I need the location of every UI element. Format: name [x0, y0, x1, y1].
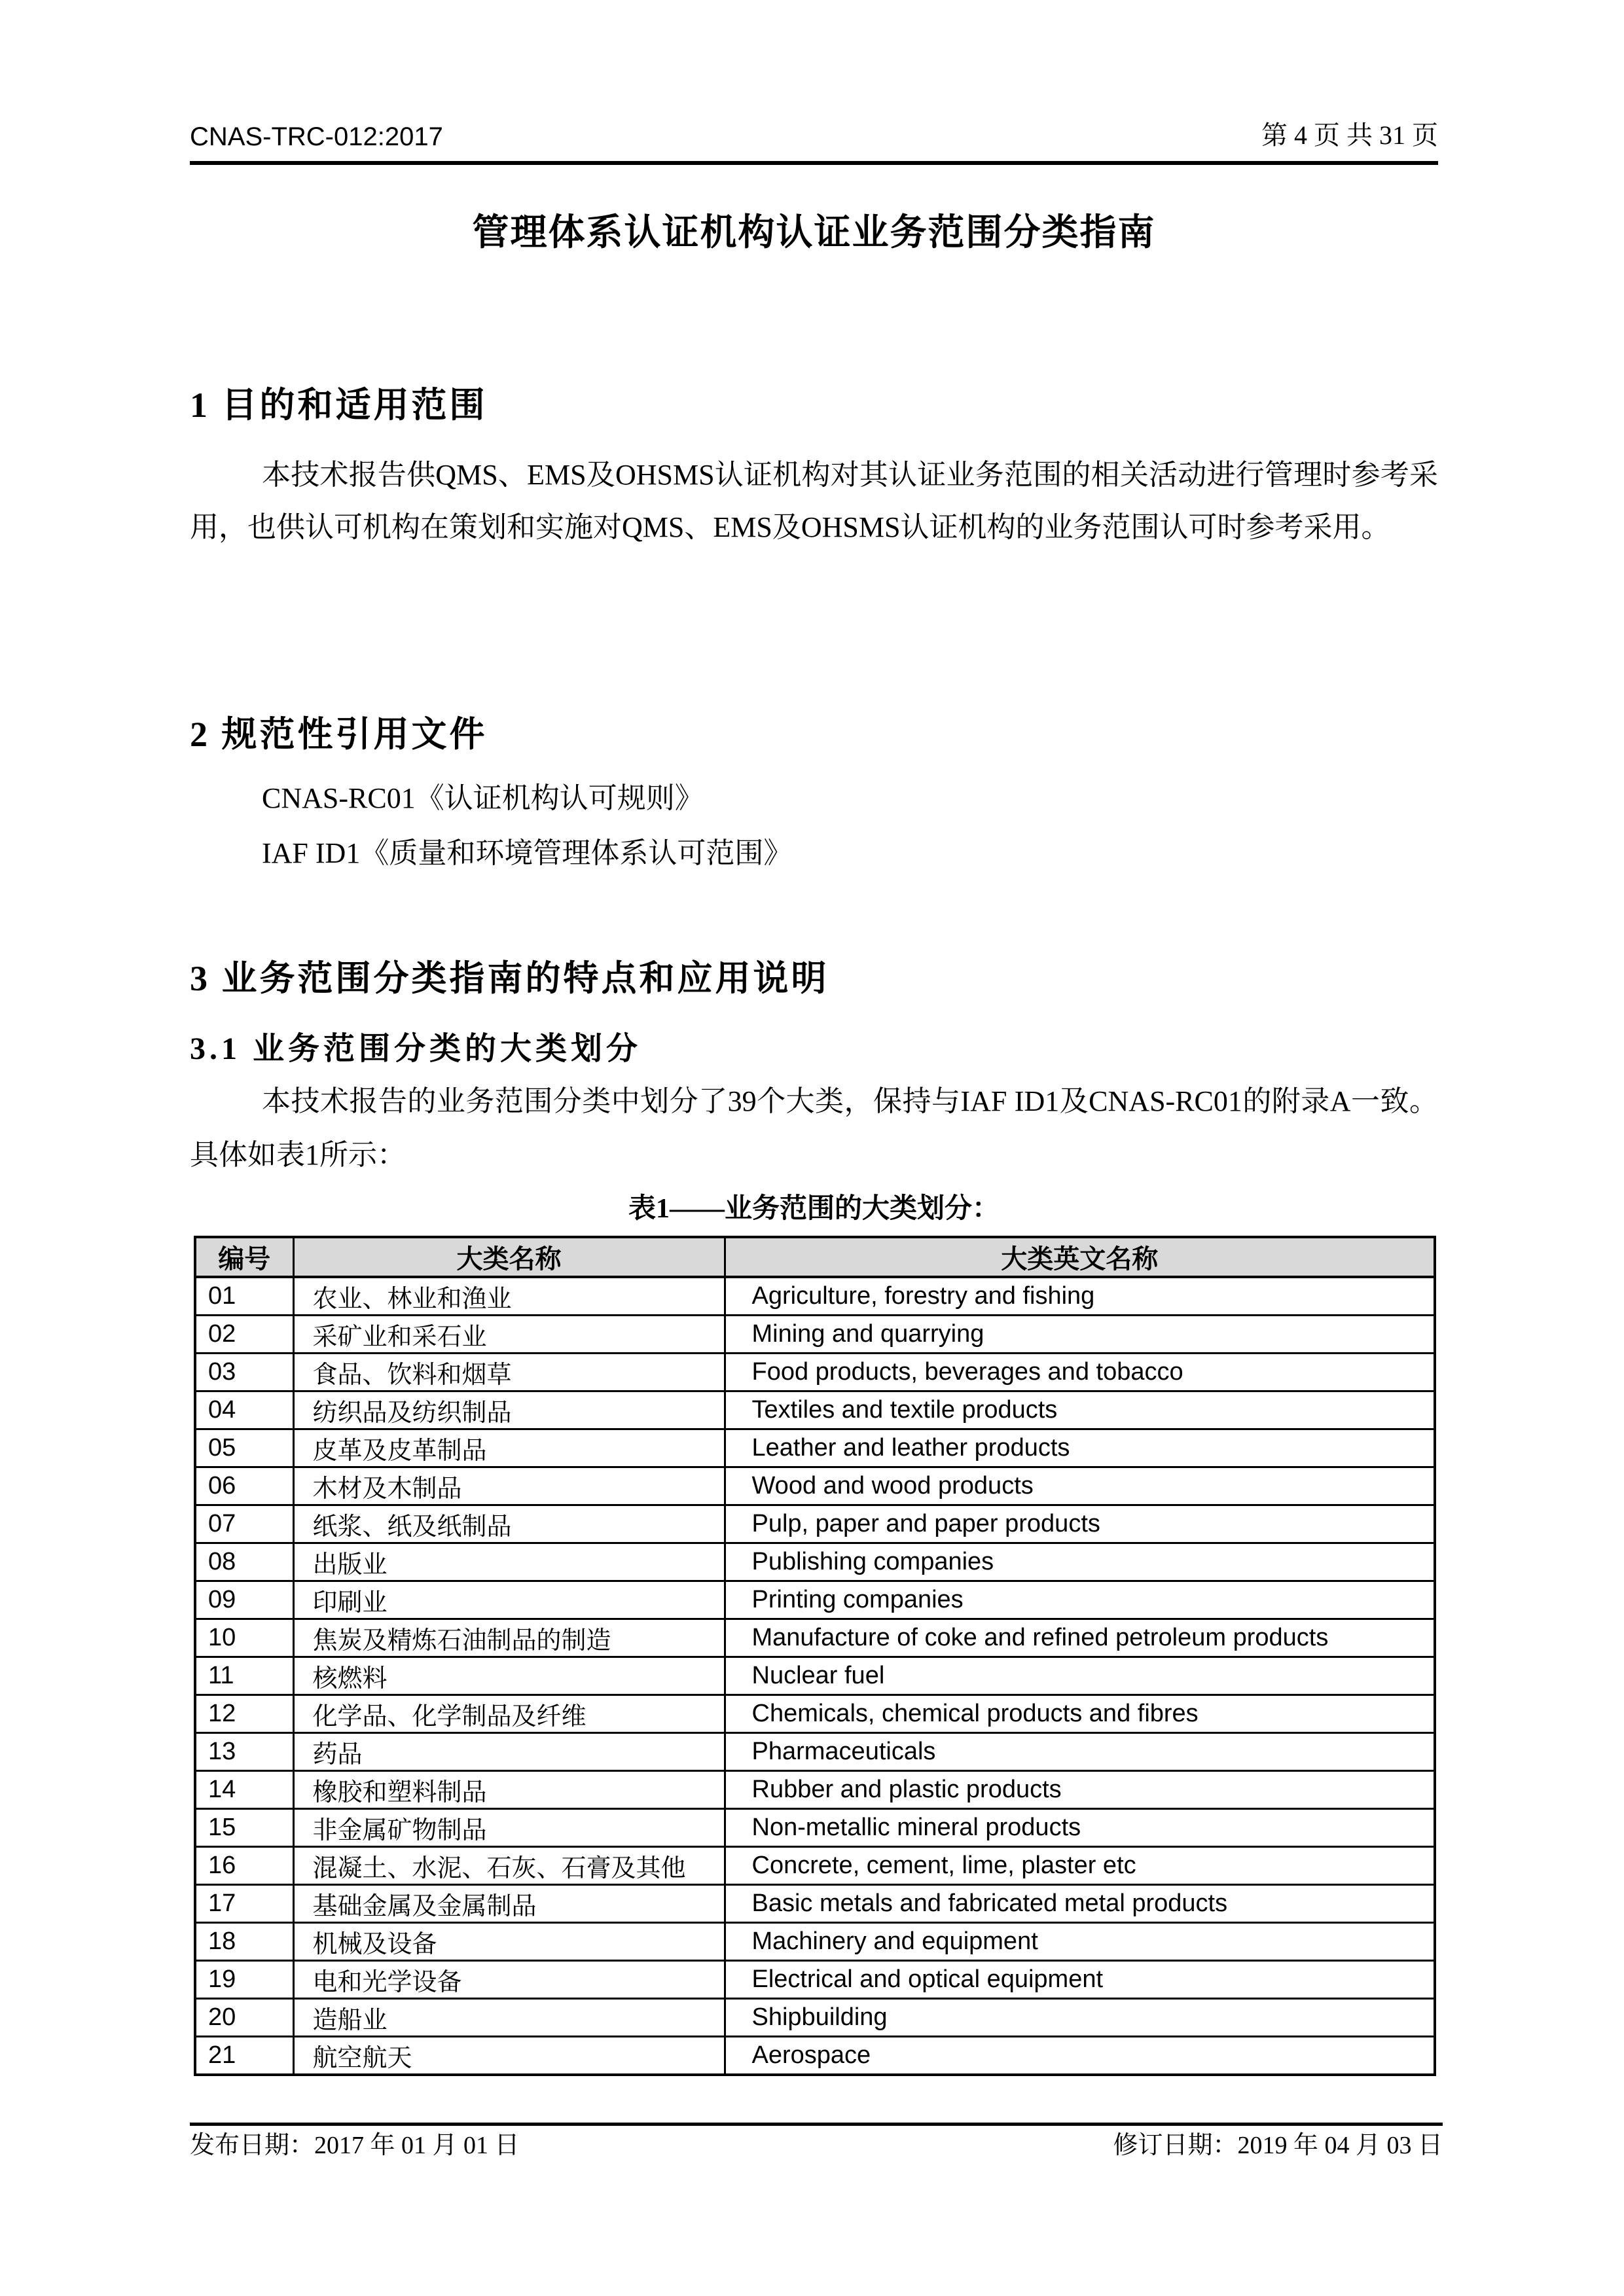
table-row	[195, 1467, 1435, 1505]
table-caption: 表1——业务范围的大类划分：	[628, 1194, 1000, 1224]
section-3-1-heading: 3.1 业务范围分类的大类划分	[190, 1031, 642, 1066]
row-name-en: Food products, beverages and tobacco	[725, 1354, 1435, 1391]
row-name-cn: 采矿业和采石业	[293, 1316, 725, 1354]
row-code: 14	[195, 1771, 293, 1809]
table-row	[195, 1505, 1435, 1543]
row-name-en: Mining and quarrying	[725, 1316, 1435, 1354]
page-number-info: 第 4 页 共 31 页	[1261, 120, 1438, 150]
table-row	[195, 2037, 1435, 2075]
row-name-en: Electrical and optical equipment	[725, 1961, 1435, 1999]
row-name-en: Chemicals, chemical products and fibres	[725, 1695, 1435, 1733]
table-row	[195, 1733, 1435, 1771]
row-code: 16	[195, 1847, 293, 1885]
section-3-heading: 3 业务范围分类指南的特点和应用说明	[190, 959, 829, 998]
table-row	[195, 1277, 1435, 1316]
row-name-cn: 核燃料	[293, 1657, 725, 1695]
column-header-code: 编号	[195, 1237, 293, 1277]
reference-list	[190, 771, 1438, 881]
row-name-en: Wood and wood products	[725, 1467, 1435, 1505]
table-row	[195, 1847, 1435, 1885]
row-name-cn: 焦炭及精炼石油制品的制造	[293, 1619, 725, 1657]
row-name-cn: 橡胶和塑料制品	[293, 1771, 725, 1809]
column-header-name-cn: 大类名称	[293, 1237, 725, 1277]
section-1-heading: 1 目的和适用范围	[190, 386, 488, 425]
row-name-en: Publishing companies	[725, 1543, 1435, 1581]
row-code: 05	[195, 1429, 293, 1467]
page-header	[190, 98, 1438, 165]
row-code: 10	[195, 1619, 293, 1657]
row-name-cn: 木材及木制品	[293, 1467, 725, 1505]
row-name-cn: 药品	[293, 1733, 725, 1771]
row-name-cn: 造船业	[293, 1999, 725, 2037]
row-code: 12	[195, 1695, 293, 1733]
row-name-en: Non-metallic mineral products	[725, 1809, 1435, 1847]
row-code: 04	[195, 1391, 293, 1429]
row-name-cn: 基础金属及金属制品	[293, 1885, 725, 1923]
row-name-en: Printing companies	[725, 1581, 1435, 1619]
row-name-cn: 农业、林业和渔业	[293, 1277, 725, 1316]
table-row	[195, 1429, 1435, 1467]
table-row	[195, 1581, 1435, 1619]
column-header-name-en: 大类英文名称	[725, 1237, 1435, 1277]
row-code: 21	[195, 2037, 293, 2075]
table-row	[195, 1543, 1435, 1581]
row-name-cn: 航空航天	[293, 2037, 725, 2075]
table-header-row	[195, 1237, 1435, 1277]
row-name-en: Shipbuilding	[725, 1999, 1435, 2037]
table-row	[195, 1771, 1435, 1809]
row-name-cn: 皮革及皮革制品	[293, 1429, 725, 1467]
row-code: 08	[195, 1543, 293, 1581]
table-row	[195, 1657, 1435, 1695]
row-name-cn: 印刷业	[293, 1581, 725, 1619]
doc-code: CNAS-TRC-012:2017	[190, 122, 443, 151]
table-row	[195, 1619, 1435, 1657]
row-name-en: Leather and leather products	[725, 1429, 1435, 1467]
row-name-en: Machinery and equipment	[725, 1923, 1435, 1961]
row-code: 02	[195, 1316, 293, 1354]
section-1-paragraph: 本技术报告供QMS、EMS及OHSMS认证机构对其认证业务范围的相关活动进行管理时参考采用，也供认可机构在策划和实施对QMS、EMS及OHSMS认证机构的业务范围认可时参考采用。	[190, 459, 1438, 543]
section-2-heading: 2 规范性引用文件	[190, 715, 488, 754]
row-name-en: Pharmaceuticals	[725, 1733, 1435, 1771]
row-name-en: Rubber and plastic products	[725, 1771, 1435, 1809]
row-code: 19	[195, 1961, 293, 1999]
table-row	[195, 1809, 1435, 1847]
row-name-en: Basic metals and fabricated metal products	[725, 1885, 1435, 1923]
table-row	[195, 1316, 1435, 1354]
table-row	[195, 1695, 1435, 1733]
row-code: 06	[195, 1467, 293, 1505]
row-code: 15	[195, 1809, 293, 1847]
row-name-cn: 出版业	[293, 1543, 725, 1581]
row-name-en: Pulp, paper and paper products	[725, 1505, 1435, 1543]
row-code: 07	[195, 1505, 293, 1543]
row-code: 17	[195, 1885, 293, 1923]
scope-classification-table	[194, 1236, 1436, 2076]
doc-title: 管理体系认证机构认证业务范围分类指南	[472, 211, 1156, 253]
row-name-en: Agriculture, forestry and fishing	[725, 1277, 1435, 1316]
row-code: 20	[195, 1999, 293, 2037]
row-name-cn: 纺织品及纺织制品	[293, 1391, 725, 1429]
reference-item-cnas-rc01: CNAS-RC01《认证机构认可规则》	[262, 782, 704, 814]
row-name-cn: 混凝土、水泥、石灰、石膏及其他	[293, 1847, 725, 1885]
reference-item-iaf-id1: IAF ID1《质量和环境管理体系认可范围》	[262, 837, 793, 869]
row-name-en: Aerospace	[725, 2037, 1435, 2075]
row-name-en: Nuclear fuel	[725, 1657, 1435, 1695]
row-name-cn: 食品、饮料和烟草	[293, 1354, 725, 1391]
row-code: 03	[195, 1354, 293, 1391]
revision-date: 修订日期：2019 年 04 月 03 日	[1113, 2132, 1443, 2159]
row-code: 11	[195, 1657, 293, 1695]
table-row	[195, 1923, 1435, 1961]
page-footer	[190, 2130, 1443, 2161]
publish-date: 发布日期：2017 年 01 月 01 日	[190, 2132, 520, 2159]
table-row	[195, 1961, 1435, 1999]
row-name-cn: 电和光学设备	[293, 1961, 725, 1999]
row-name-cn: 化学品、化学制品及纤维	[293, 1695, 725, 1733]
row-name-en: Textiles and textile products	[725, 1391, 1435, 1429]
row-name-cn: 纸浆、纸及纸制品	[293, 1505, 725, 1543]
row-code: 09	[195, 1581, 293, 1619]
table-row	[195, 1999, 1435, 2037]
row-name-cn: 非金属矿物制品	[293, 1809, 725, 1847]
row-name-en: Concrete, cement, lime, plaster etc	[725, 1847, 1435, 1885]
row-name-cn: 机械及设备	[293, 1923, 725, 1961]
row-name-en: Manufacture of coke and refined petroleum products	[725, 1619, 1435, 1657]
row-code: 13	[195, 1733, 293, 1771]
table-row	[195, 1354, 1435, 1391]
table-row	[195, 1391, 1435, 1429]
row-code: 01	[195, 1277, 293, 1316]
footer-rule	[190, 2123, 1443, 2126]
row-code: 18	[195, 1923, 293, 1961]
table-row	[195, 1885, 1435, 1923]
section-3-1-paragraph: 本技术报告的业务范围分类中划分了39个大类，保持与IAF ID1及CNAS-RC01的附录A一致。具体如表1所示：	[190, 1085, 1438, 1171]
